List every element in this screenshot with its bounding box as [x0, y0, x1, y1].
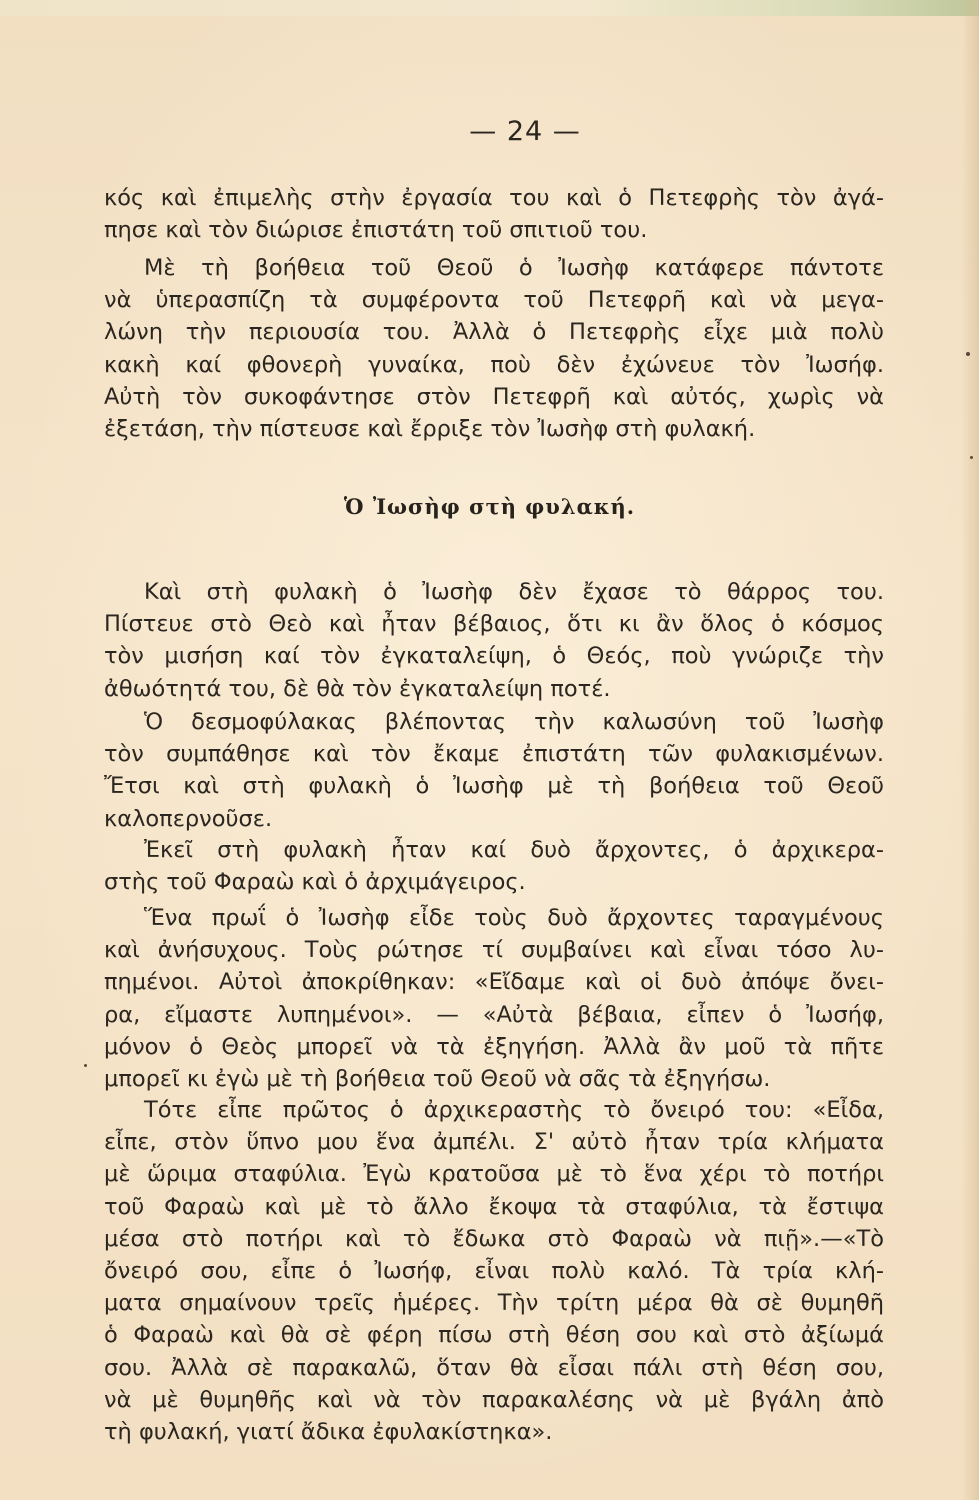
- text-line: Ἐκεῖ στὴ φυλακὴ ἦταν καί δυὸ ἄρχοντες, ὁ ἀρχικερα-: [144, 837, 884, 863]
- text-line: Μὲ τὴ βοήθεια τοῦ Θεοῦ ὁ Ἰωσὴφ κατάφερε πάντοτε: [144, 255, 884, 281]
- text-line: στὴς τοῦ Φαραὼ καὶ ὁ ἀρχιμάγειρος.: [104, 869, 526, 896]
- text-line: νὰ μὲ θυμηθῆς καὶ νὰ τὸν παρακαλέσης νὰ μὲ βγάλη ἀπὸ: [104, 1386, 884, 1413]
- text-line: Τότε εἶπε πρῶτος ὁ ἀρχικεραστὴς τὸ ὄνειρό του: «Εἶδα,: [144, 1097, 884, 1123]
- text-line: ὁ Φαραὼ καὶ θὰ σὲ φέρη πίσω στὴ θέση σου καὶ στὸ ἀξίωμά: [104, 1322, 884, 1349]
- page-right-edge: [961, 0, 979, 1500]
- text-line: Ὁ δεσμοφύλακας βλέποντας τὴν καλωσύνη τοῦ Ἰωσὴφ: [144, 709, 884, 735]
- text-line: ρα, εἴμαστε λυπημένοι». — «Αὐτὰ βέβαια, εἶπεν ὁ Ἰωσήφ,: [104, 1001, 884, 1028]
- text-line: τὸν συμπάθησε καὶ τὸν ἔκαμε ἐπιστάτη τῶν φυλακισμένων.: [104, 741, 884, 768]
- text-line: μόνον ὁ Θεὸς μπορεῖ νὰ τὰ ἐξηγήση. Ἀλλὰ ἂν μοῦ τὰ πῆτε: [104, 1033, 884, 1060]
- text-line: πησε καὶ τὸν διώρισε ἐπιστάτη τοῦ σπιτιοῦ του.: [104, 217, 648, 244]
- paragraph-6: [104, 902, 884, 1095]
- text-line: νὰ ὑπερασπίζη τὰ συμφέροντα τοῦ Πετεφρῆ καὶ νὰ μεγα-: [104, 287, 884, 314]
- page-number: — 24 —: [469, 116, 581, 147]
- text-line: πημένοι. Αὐτοὶ ἀποκρίθηκαν: «Εἴδαμε καὶ οἱ δυὸ ἀπόψε ὄνει-: [104, 969, 884, 996]
- text-line: εἶπε, στὸν ὕπνο μου ἕνα ἀμπέλι. Σ' αὐτὸ ἦταν τρία κλήματα: [104, 1129, 884, 1156]
- text-line: καὶ ἀνήσυχους. Τοὺς ρώτησε τί συμβαίνει καὶ εἶναι τόσο λυ-: [104, 937, 884, 964]
- ink-speck: [966, 352, 970, 356]
- paragraph-2: [104, 252, 884, 445]
- text-line: σου. Ἀλλὰ σὲ παρακαλῶ, ὅταν θὰ εἶσαι πάλι στὴ θέση σου,: [104, 1354, 884, 1381]
- text-line: Αὐτὴ τὸν συκοφάντησε στὸν Πετεφρῆ καὶ αὐτός, χωρὶς νὰ: [104, 383, 884, 410]
- text-line: κός καὶ ἐπιμελὴς στὴν ἐργασία του καὶ ὁ Πετεφρὴς τὸν ἀγά-: [104, 185, 884, 211]
- text-line: ἀθωότητά του, δὲ θὰ τὸν ἐγκαταλείψη ποτέ.: [104, 675, 611, 702]
- text-line: λώνη τὴν περιουσία του. Ἀλλὰ ὁ Πετεφρὴς εἶχε μιὰ πολὺ: [104, 319, 884, 346]
- text-line: τὴ φυλακή, γιατί ἄδικα ἐφυλακίστηκα».: [104, 1418, 553, 1445]
- section-heading: Ὁ Ἰωσὴφ στὴ φυλακή.: [343, 494, 636, 519]
- text-line: μέσα στὸ ποτήρι καὶ τὸ ἔδωκα στὸ Φαραὼ νὰ πιῇ».—«Τὸ: [104, 1225, 884, 1252]
- paragraph-3: [104, 576, 884, 705]
- ink-speck: [970, 456, 973, 459]
- paragraph-1: [104, 182, 884, 246]
- text-line: Καὶ στὴ φυλακὴ ὁ Ἰωσὴφ δὲν ἔχασε τὸ θάρρος του.: [144, 579, 884, 605]
- ink-speck: [84, 1064, 87, 1067]
- text-line: ὄνειρό σου, εἶπε ὁ Ἰωσήφ, εἶναι πολὺ καλό. Τὰ τρία κλή-: [104, 1257, 884, 1284]
- text-line: Ἕνα πρωΐ ὁ Ἰωσὴφ εἶδε τοὺς δυὸ ἄρχοντες ταραγμένους: [144, 905, 884, 931]
- page-top-edge: [0, 0, 979, 16]
- text-line: Πίστευε στὸ Θεὸ καὶ ἦταν βέβαιος, ὅτι κι ἂν ὅλος ὁ κόσμος: [104, 611, 884, 638]
- text-line: καλοπερνοῦσε.: [104, 805, 273, 832]
- paragraph-4: [104, 706, 884, 835]
- text-line: Ἔτσι καὶ στὴ φυλακὴ ὁ Ἰωσὴφ μὲ τὴ βοήθεια τοῦ Θεοῦ: [104, 773, 884, 800]
- text-line: μπορεῖ κι ἐγὼ μὲ τὴ βοήθεια τοῦ Θεοῦ νὰ σᾶς τὰ ἐξηγήσω.: [104, 1065, 771, 1092]
- text-line: ἐξετάση, τὴν πίστευσε καὶ ἔρριξε τὸν Ἰωσὴφ στὴ φυλακή.: [104, 415, 756, 442]
- text-line: ματα σημαίνουν τρεῖς ἡμέρες. Τὴν τρίτη μέρα θὰ σὲ θυμηθῆ: [104, 1290, 884, 1317]
- paragraph-5: [104, 834, 884, 898]
- text-line: μὲ ὥριμα σταφύλια. Ἐγὼ κρατοῦσα μὲ τὸ ἕνα χέρι τὸ ποτήρι: [104, 1161, 884, 1188]
- text-line: τὸν μισήση καί τὸν ἐγκαταλείψη, ὁ Θεός, ποὺ γνώριζε τὴν: [104, 643, 884, 670]
- text-line: τοῦ Φαραὼ καὶ μὲ τὸ ἄλλο ἔκοψα τὰ σταφύλια, τὰ ἔστιψα: [104, 1193, 884, 1220]
- text-line: κακὴ καί φθονερὴ γυναίκα, ποὺ δὲν ἐχώνευε τὸν Ἰωσήφ.: [104, 351, 884, 378]
- paragraph-7: [104, 1094, 884, 1448]
